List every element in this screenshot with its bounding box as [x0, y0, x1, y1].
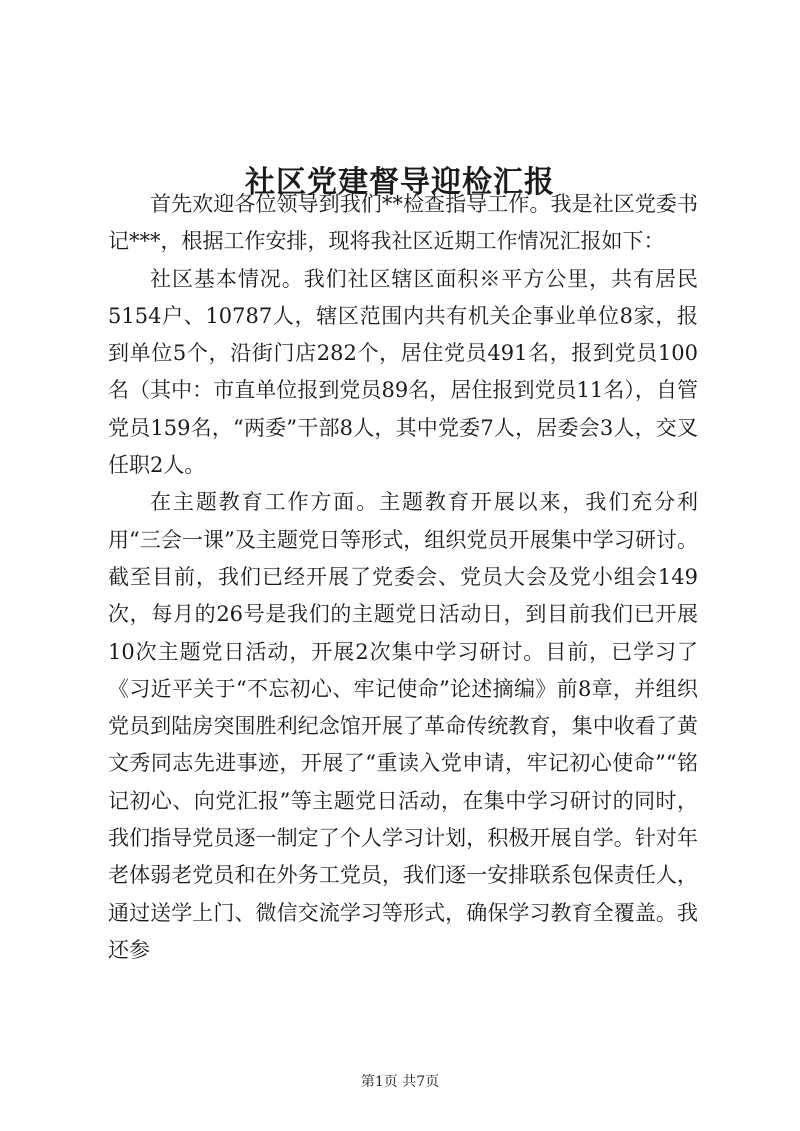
- page-footer: 第1页 共7页: [360, 1074, 440, 1090]
- paragraph-intro: 首先欢迎各位领导到我们**检查指导工作。我是社区党委书记***，根据工作安排，现将我社区近期工作情况汇报如下：: [108, 192, 698, 254]
- paragraph-theme-education: 在主题教育工作方面。主题教育开展以来，我们充分利用“三会一课”及主题党日等形式，组织党员开展集中学习研讨。截至目前，我们已经开展了党委会、党员大会及党小组会149次，每月的26号是我们的主题党日活动日，到目前我们已开展10次主题党日活动，开展2次集中学习研讨。目前，已学习了《习近平关于“不忘初心、牢记使命”论述摘编》前8章，并组织党员到陆房突围胜利纪念馆开展了革命传统教育，集中收看了黄文秀同志先进事迹，开展了“重读入党申请，牢记初心使命”“铭记初心、向党汇报”等主题党日活动，在集中学习研讨的同时，我们指导党员逐一制定了个人学习计划，积极开展自学。针对年老体弱老党员和在外务工党员，我们逐一安排联系包保责任人，通过送学上门、微信交流学习等形式，确保学习教育全覆盖。我还参: [108, 490, 698, 962]
- document-title: 社区党建督导迎检汇报: [245, 165, 555, 201]
- document-body: [108, 186, 698, 969]
- paragraph-community-overview: 社区基本情况。我们社区辖区面积※平方公里，共有居民5154户、10787人，辖区范围内共有机关企事业单位8家，报到单位5个，沿街门店282个，居住党员491名，报到党员100名（其中：市直单位报到党员89名，居住报到党员11名），自管党员159名，“两委”干部8人，其中党委7人，居委会3人，交叉任职2人。: [108, 266, 698, 478]
